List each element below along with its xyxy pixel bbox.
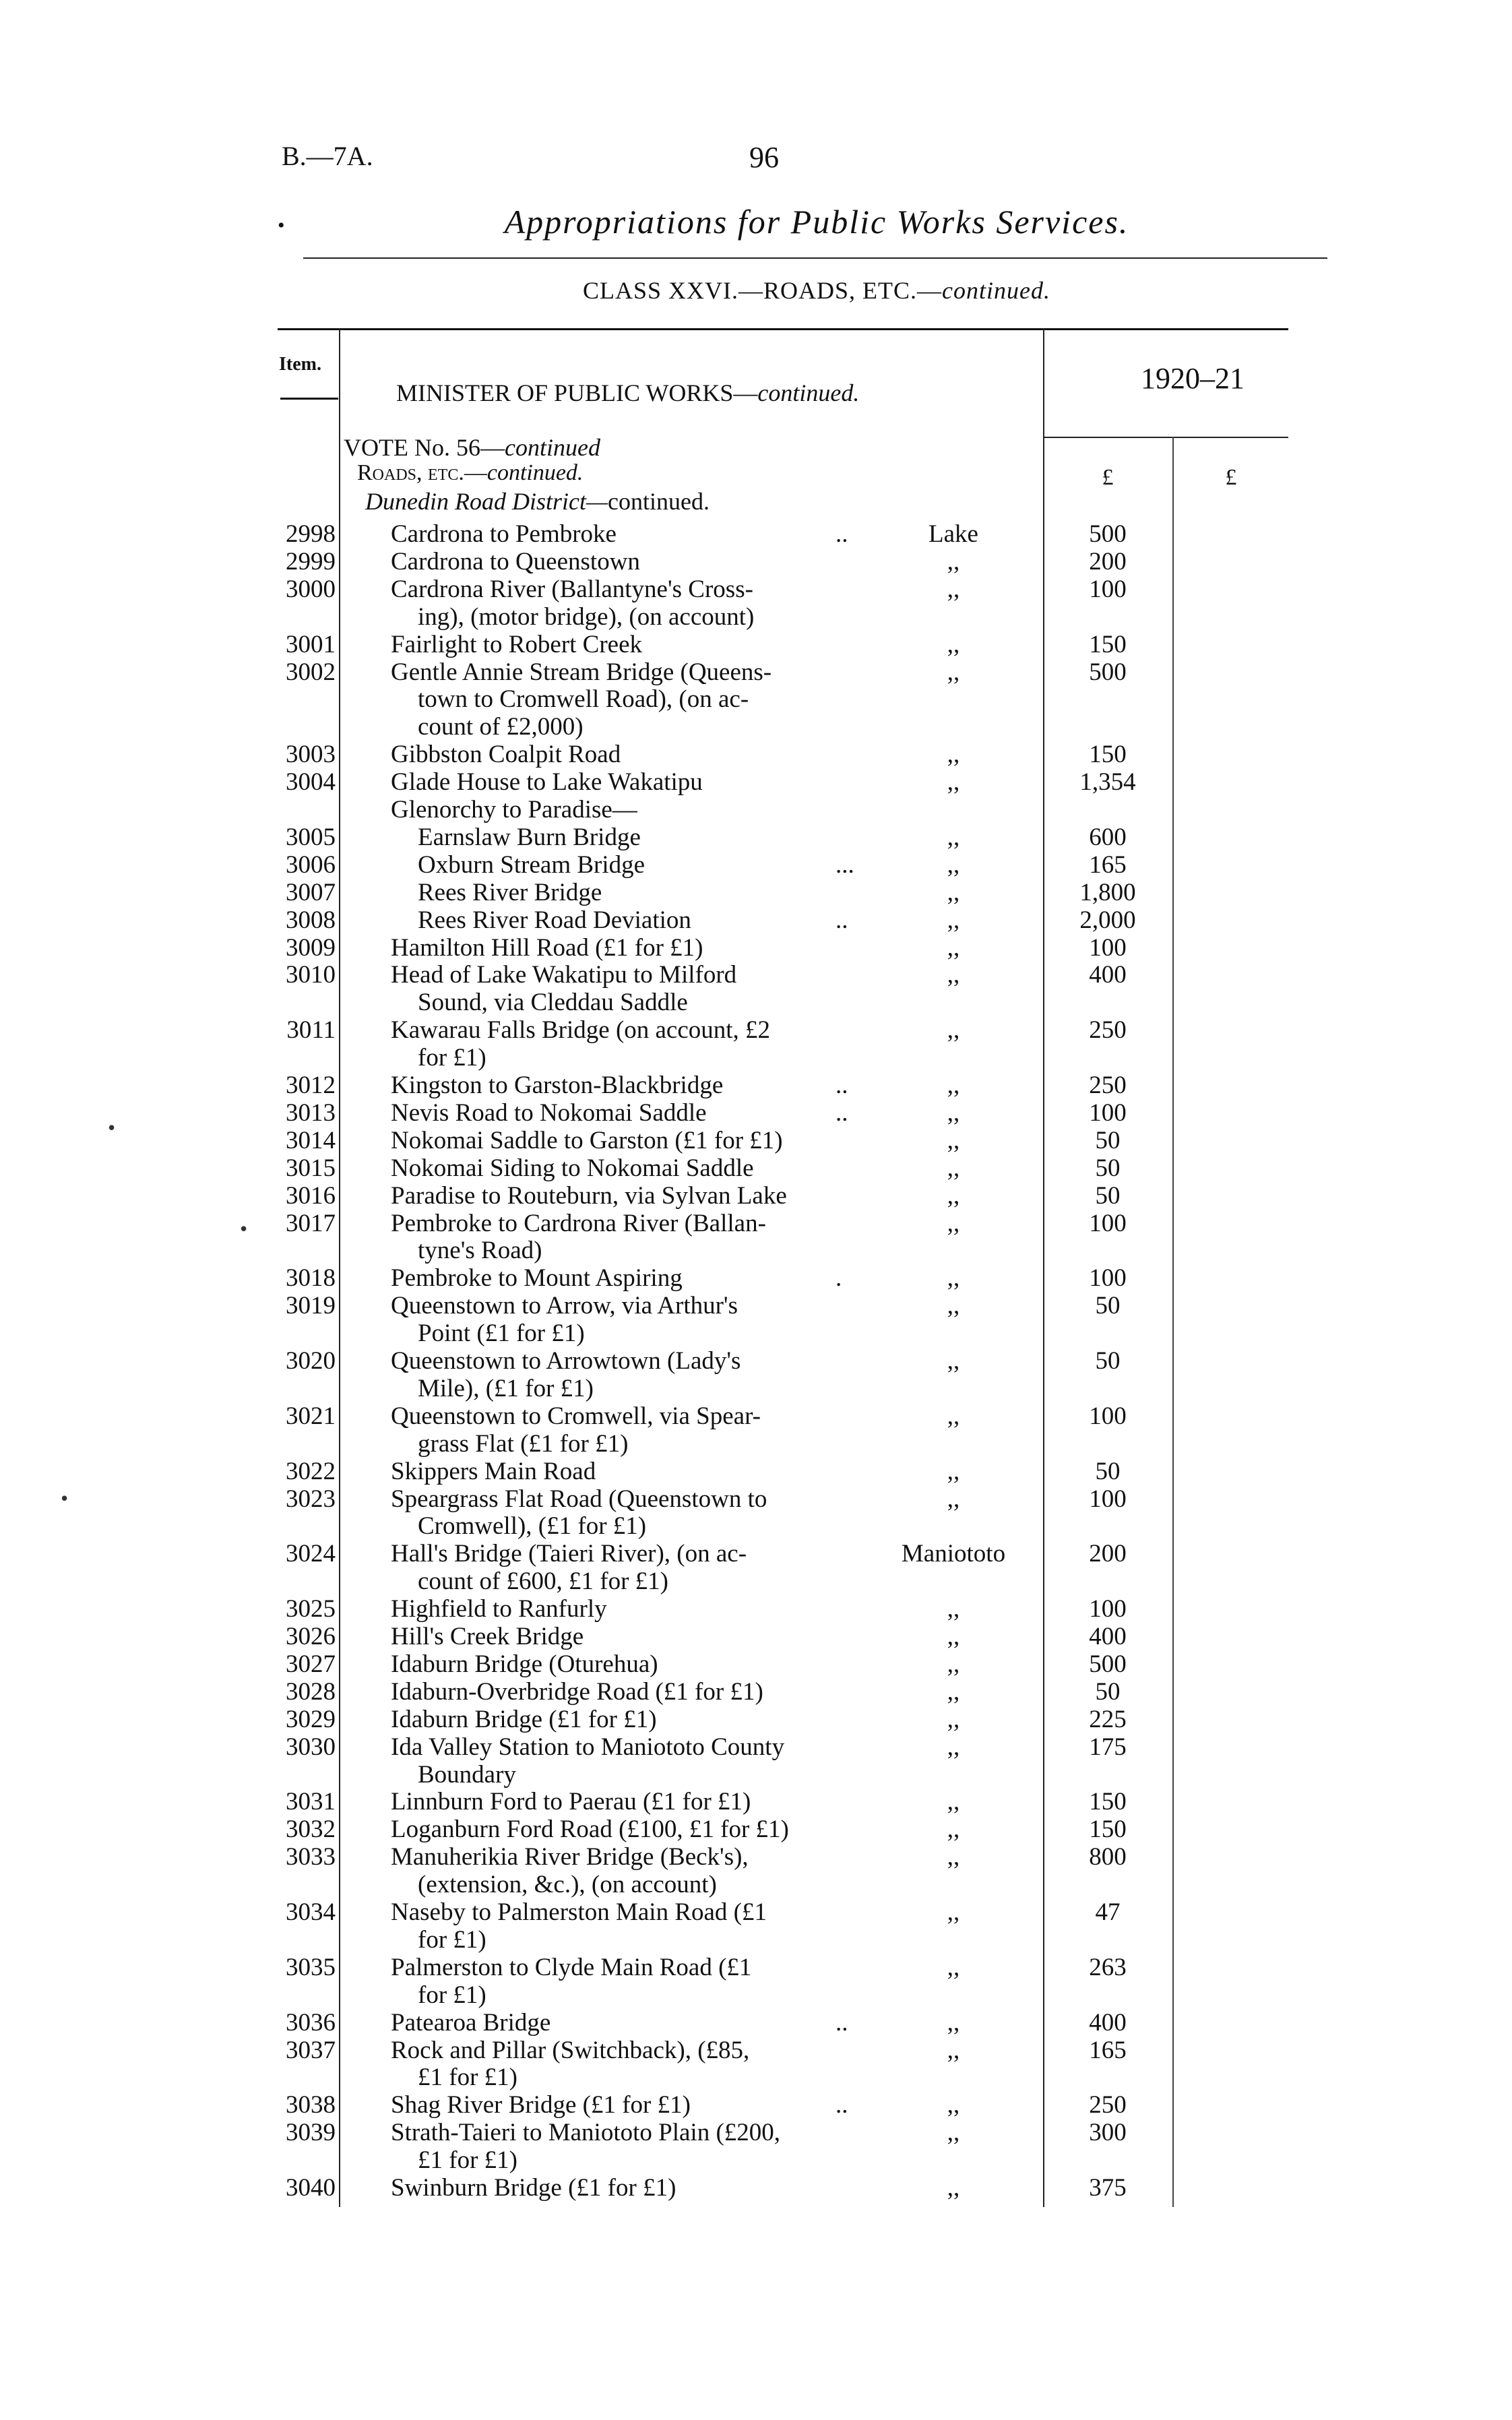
amount-value: 263 xyxy=(1089,1953,1127,1981)
district-name: ,, xyxy=(947,1402,960,1430)
page-title: Appropriations for Public Works Services. xyxy=(504,203,1129,241)
item-description: Fairlight to Robert Creek xyxy=(391,630,643,658)
item-description: Rees River Bridge xyxy=(418,878,602,906)
table-row xyxy=(0,1099,1512,1127)
item-number: 3004 xyxy=(286,768,336,797)
district-name: ,, xyxy=(947,1457,960,1485)
year-column-header: 1920–21 xyxy=(1141,362,1245,395)
table-row xyxy=(0,520,1512,548)
item-number: 3020 xyxy=(286,1347,336,1375)
amount-value: 100 xyxy=(1089,1098,1127,1127)
table-row-continuation xyxy=(0,1871,1512,1898)
table-row xyxy=(0,1706,1512,1733)
district-name: ,, xyxy=(947,1209,960,1237)
margin-dot: • xyxy=(61,1486,69,1510)
item-number: 3019 xyxy=(286,1292,336,1320)
district-name: ,, xyxy=(947,1098,960,1127)
amount-value: 50 xyxy=(1095,1677,1121,1706)
leader-dots: .. xyxy=(836,1098,848,1127)
table-row xyxy=(0,2009,1512,2037)
item-description: Paradise to Routeburn, via Sylvan Lake xyxy=(391,1181,787,1210)
leader-dots: .. xyxy=(836,2091,848,2119)
item-description: Idaburn-Overbridge Road (£1 for £1) xyxy=(391,1677,763,1706)
item-description: Palmerston to Clyde Main Road (£1 xyxy=(391,1953,752,1981)
item-number: 3027 xyxy=(286,1650,336,1678)
vote-heading xyxy=(344,433,600,462)
table-top-rule xyxy=(278,328,1288,330)
item-number: 3039 xyxy=(286,2119,336,2147)
table-row xyxy=(0,1402,1512,1430)
amount-value: 500 xyxy=(1089,1650,1127,1678)
item-description: Idaburn Bridge (Oturehua) xyxy=(391,1650,658,1678)
item-description: for £1) xyxy=(418,1981,486,2009)
table-row-continuation xyxy=(0,2064,1512,2091)
page-number: 96 xyxy=(749,141,779,174)
item-number: 3023 xyxy=(286,1485,336,1513)
amount-value: 225 xyxy=(1089,1705,1127,1733)
district-name: Lake xyxy=(928,520,978,548)
item-number: 3003 xyxy=(286,741,336,769)
district-name: ,, xyxy=(947,2008,960,2037)
margin-dot: • xyxy=(108,1115,116,1140)
table-row xyxy=(0,1733,1512,1761)
district-name: ,, xyxy=(947,547,960,576)
currency-header-2: £ xyxy=(1225,465,1237,490)
class-heading xyxy=(0,276,1512,305)
amount-value: 800 xyxy=(1089,1843,1127,1871)
item-description: Gentle Annie Stream Bridge (Queens- xyxy=(391,658,772,686)
table-row xyxy=(0,1485,1512,1513)
table-row-continuation xyxy=(0,603,1512,631)
item-number: 3012 xyxy=(286,1072,336,1099)
table-row-continuation xyxy=(0,1320,1512,1347)
item-description: count of £2,000) xyxy=(418,713,584,741)
vote-heading-main: VOTE No. 56— xyxy=(344,434,505,461)
item-description: Pembroke to Mount Aspiring xyxy=(391,1264,683,1293)
vote-heading-continued: continued xyxy=(504,434,600,461)
district-heading xyxy=(365,487,710,516)
district-name: ,, xyxy=(947,961,960,989)
table-row xyxy=(0,1458,1512,1485)
amount-value: 150 xyxy=(1089,1816,1127,1844)
table-row xyxy=(0,1788,1512,1816)
table-row xyxy=(0,548,1512,576)
amount-value: 100 xyxy=(1089,933,1127,962)
item-number: 3021 xyxy=(286,1402,336,1430)
table-row-continuation xyxy=(0,2146,1512,2174)
item-description: Naseby to Palmerston Main Road (£1 xyxy=(391,1898,767,1926)
district-name: ,, xyxy=(947,1953,960,1981)
item-number: 3007 xyxy=(286,878,336,906)
item-description: Cardrona River (Ballantyne's Cross- xyxy=(391,575,753,603)
table-row xyxy=(0,1127,1512,1154)
year-header-rule xyxy=(1043,437,1288,438)
table-row xyxy=(0,631,1512,658)
amount-value: 150 xyxy=(1089,1788,1127,1816)
item-description: Speargrass Flat Road (Queenstown to xyxy=(391,1485,767,1513)
table-row xyxy=(0,796,1512,824)
leader-dots: .. xyxy=(836,520,848,548)
class-heading-main: CLASS XXVI.—ROADS, ETC.— xyxy=(582,277,943,304)
item-number: 2999 xyxy=(286,547,336,576)
amount-value: 150 xyxy=(1089,630,1127,658)
table-row xyxy=(0,934,1512,962)
item-description: Hall's Bridge (Taieri River), (on ac- xyxy=(391,1540,747,1568)
district-name: ,, xyxy=(947,878,960,906)
item-description: Nevis Road to Nokomai Saddle xyxy=(391,1098,707,1127)
amount-value: 50 xyxy=(1095,1457,1121,1485)
district-name: ,, xyxy=(947,1843,960,1871)
district-name: ,, xyxy=(947,2036,960,2064)
table-row xyxy=(0,1954,1512,1981)
item-description: Kingston to Garston-Blackbridge xyxy=(391,1072,724,1099)
amount-value: 300 xyxy=(1089,2119,1127,2147)
table-row xyxy=(0,906,1512,934)
item-number: 3024 xyxy=(286,1540,336,1568)
district-name: ,, xyxy=(947,1595,960,1623)
table-row xyxy=(0,1595,1512,1623)
item-description: Earnslaw Burn Bridge xyxy=(418,823,641,851)
item-description: Skippers Main Road xyxy=(391,1457,596,1485)
amount-value: 165 xyxy=(1089,850,1127,879)
amount-value: 175 xyxy=(1089,1733,1127,1761)
amount-value: 250 xyxy=(1089,2091,1127,2119)
item-description: Queenstown to Arrowtown (Lady's xyxy=(391,1347,741,1375)
table-row xyxy=(0,1650,1512,1678)
item-column-header: Item. xyxy=(279,354,321,375)
amount-value: 500 xyxy=(1089,658,1127,686)
document-reference: B.—7A. xyxy=(282,141,373,171)
item-description: Ida Valley Station to Maniototo County xyxy=(391,1733,785,1761)
district-name: ,, xyxy=(947,2119,960,2147)
leader-dots: .. xyxy=(836,2008,848,2037)
item-description: Oxburn Stream Bridge xyxy=(418,850,645,879)
title-rule xyxy=(303,257,1327,259)
table-row xyxy=(0,768,1512,796)
table-row xyxy=(0,2174,1512,2202)
amount-value: 1,354 xyxy=(1079,768,1136,797)
table-row xyxy=(0,824,1512,851)
item-number: 3032 xyxy=(286,1816,336,1844)
item-description: grass Flat (£1 for £1) xyxy=(418,1429,629,1458)
item-description: (extension, &c.), (on account) xyxy=(418,1871,717,1899)
table-row xyxy=(0,851,1512,879)
district-name: ,, xyxy=(947,1898,960,1926)
table-row xyxy=(0,1898,1512,1926)
table-row-continuation xyxy=(0,1044,1512,1072)
class-heading-continued: continued. xyxy=(942,277,1050,304)
district-name: ,, xyxy=(947,1181,960,1210)
amount-value: 100 xyxy=(1089,1209,1127,1237)
item-description: Gibbston Coalpit Road xyxy=(391,741,621,769)
roads-subheading-main: Roads, etc.— xyxy=(357,460,487,485)
table-row xyxy=(0,2119,1512,2146)
item-number: 3038 xyxy=(286,2091,336,2119)
amount-value: 100 xyxy=(1089,1595,1127,1623)
table-row xyxy=(0,1816,1512,1843)
amount-value: 200 xyxy=(1089,547,1127,576)
amount-value: 47 xyxy=(1095,1898,1121,1926)
item-description: Patearoa Bridge xyxy=(391,2008,551,2037)
item-description: Hamilton Hill Road (£1 for £1) xyxy=(391,933,703,962)
margin-dot: • xyxy=(240,1216,248,1241)
item-description: for £1) xyxy=(418,1925,486,1954)
margin-bullet: • xyxy=(278,214,285,237)
item-number: 3002 xyxy=(286,658,336,686)
district-name: ,, xyxy=(947,1347,960,1375)
item-number: 3025 xyxy=(286,1595,336,1623)
amount-value: 400 xyxy=(1089,961,1127,989)
item-number: 2998 xyxy=(286,520,336,548)
item-description: Boundary xyxy=(418,1760,516,1789)
table-row-continuation xyxy=(0,1375,1512,1402)
district-name: Maniototo xyxy=(901,1540,1006,1568)
table-row xyxy=(0,1843,1512,1871)
item-number: 3034 xyxy=(286,1898,336,1926)
table-row xyxy=(0,1210,1512,1237)
table-row xyxy=(0,879,1512,906)
item-number: 3028 xyxy=(286,1677,336,1706)
item-description: Rees River Road Deviation xyxy=(418,906,691,934)
item-number: 3036 xyxy=(286,2008,336,2037)
item-description: Linnburn Ford to Paerau (£1 for £1) xyxy=(391,1788,751,1816)
amount-value: 50 xyxy=(1095,1154,1121,1182)
district-name: ,, xyxy=(947,1072,960,1099)
item-number: 3000 xyxy=(286,575,336,603)
table-row-continuation xyxy=(0,1512,1512,1540)
amount-value: 100 xyxy=(1089,1402,1127,1430)
item-description: Glenorchy to Paradise— xyxy=(391,796,637,824)
amount-value: 1,800 xyxy=(1079,878,1136,906)
amount-value: 500 xyxy=(1089,520,1127,548)
district-name: ,, xyxy=(947,1485,960,1513)
district-name: ,, xyxy=(947,1264,960,1293)
amount-value: 50 xyxy=(1095,1181,1121,1210)
district-name: ,, xyxy=(947,933,960,962)
item-description: Cardrona to Queenstown xyxy=(391,547,640,576)
table-row xyxy=(0,1623,1512,1650)
table-row xyxy=(0,1016,1512,1044)
minister-heading xyxy=(396,379,859,407)
item-description: Hill's Creek Bridge xyxy=(391,1623,584,1650)
item-description: Sound, via Cleddau Saddle xyxy=(418,989,688,1017)
table-row xyxy=(0,2091,1512,2119)
amount-value: 400 xyxy=(1089,2008,1127,2037)
table-row xyxy=(0,2037,1512,2064)
table-row xyxy=(0,1182,1512,1210)
district-name: ,, xyxy=(947,2091,960,2119)
amount-value: 250 xyxy=(1089,1072,1127,1099)
item-number: 3016 xyxy=(286,1181,336,1210)
district-heading-continued: continued. xyxy=(607,488,710,515)
district-name: ,, xyxy=(947,1016,960,1045)
table-row xyxy=(0,961,1512,989)
table-row-continuation xyxy=(0,1981,1512,2009)
item-number: 3030 xyxy=(286,1733,336,1761)
item-number: 3005 xyxy=(286,823,336,851)
item-number: 3033 xyxy=(286,1843,336,1871)
table-row xyxy=(0,1347,1512,1375)
amount-value: 250 xyxy=(1089,1016,1127,1045)
district-name: ,, xyxy=(947,823,960,851)
table-row-continuation xyxy=(0,1926,1512,1954)
item-description: Strath-Taieri to Maniototo Plain (£200, xyxy=(391,2119,781,2147)
item-description: Head of Lake Wakatipu to Milford xyxy=(391,961,737,989)
item-number: 3008 xyxy=(286,906,336,934)
district-heading-main: Dunedin Road District— xyxy=(365,488,608,515)
item-description: ing), (motor bridge), (on account) xyxy=(418,602,755,631)
item-description: Loganburn Ford Road (£100, £1 for £1) xyxy=(391,1816,789,1844)
table-row xyxy=(0,741,1512,768)
item-number: 3040 xyxy=(286,2174,336,2202)
table-row xyxy=(0,576,1512,603)
item-description: Nokomai Siding to Nokomai Saddle xyxy=(391,1154,754,1182)
item-description: Queenstown to Arrow, via Arthur's xyxy=(391,1292,738,1320)
amount-value: 400 xyxy=(1089,1623,1127,1650)
item-description: for £1) xyxy=(418,1044,486,1072)
amount-value: 150 xyxy=(1089,741,1127,769)
district-name: ,, xyxy=(947,850,960,879)
minister-heading-main: MINISTER OF PUBLIC WORKS— xyxy=(396,379,758,406)
amount-value: 375 xyxy=(1089,2174,1127,2202)
item-description: Shag River Bridge (£1 for £1) xyxy=(391,2091,691,2119)
item-number: 3015 xyxy=(286,1154,336,1182)
amount-value: 165 xyxy=(1089,2036,1127,2064)
item-number: 3022 xyxy=(286,1457,336,1485)
item-description: town to Cromwell Road), (on ac- xyxy=(418,685,749,714)
table-row xyxy=(0,1072,1512,1099)
item-description: Cardrona to Pembroke xyxy=(391,520,617,548)
district-name: ,, xyxy=(947,1733,960,1761)
amount-value: 50 xyxy=(1095,1347,1121,1375)
leader-dots: .. xyxy=(836,1072,848,1099)
item-description: Highfield to Ranfurly xyxy=(391,1595,607,1623)
item-description: Idaburn Bridge (£1 for £1) xyxy=(391,1705,657,1733)
table-row xyxy=(0,1292,1512,1320)
item-description: £1 for £1) xyxy=(418,2146,517,2175)
table-row xyxy=(0,658,1512,686)
district-name: ,, xyxy=(947,1623,960,1650)
item-description: Kawarau Falls Bridge (on account, £2 xyxy=(391,1016,771,1045)
district-name: ,, xyxy=(947,1677,960,1706)
item-number: 3013 xyxy=(286,1098,336,1127)
district-name: ,, xyxy=(947,1705,960,1733)
table-row-continuation xyxy=(0,1237,1512,1264)
item-number: 3035 xyxy=(286,1953,336,1981)
district-name: ,, xyxy=(947,1126,960,1154)
item-description: tyne's Road) xyxy=(418,1237,542,1265)
roads-subheading xyxy=(357,460,583,486)
table-row xyxy=(0,1264,1512,1292)
item-number: 3018 xyxy=(286,1264,336,1293)
table-row-continuation xyxy=(0,989,1512,1016)
amount-value: 2,000 xyxy=(1079,906,1136,934)
item-description: Mile), (£1 for £1) xyxy=(418,1374,594,1402)
district-name: ,, xyxy=(947,1788,960,1816)
item-description: Rock and Pillar (Switchback), (£85, xyxy=(391,2036,750,2064)
item-number: 3026 xyxy=(286,1623,336,1650)
item-number: 3010 xyxy=(286,961,336,989)
item-description: £1 for £1) xyxy=(418,2064,517,2092)
table-row-continuation xyxy=(0,1761,1512,1789)
item-description: Pembroke to Cardrona River (Ballan- xyxy=(391,1209,766,1237)
item-description: Swinburn Bridge (£1 for £1) xyxy=(391,2174,676,2202)
amount-value: 600 xyxy=(1089,823,1127,851)
table-row xyxy=(0,1154,1512,1182)
district-name: ,, xyxy=(947,1154,960,1182)
minister-heading-continued: continued. xyxy=(757,379,860,406)
amount-value: 100 xyxy=(1089,575,1127,603)
item-description: Point (£1 for £1) xyxy=(418,1320,585,1348)
table-row-continuation xyxy=(0,685,1512,713)
amount-value: 50 xyxy=(1095,1292,1121,1320)
item-description: Manuherikia River Bridge (Beck's), xyxy=(391,1843,749,1871)
item-number: 3009 xyxy=(286,933,336,962)
item-description: count of £600, £1 for £1) xyxy=(418,1568,668,1596)
item-description: Queenstown to Cromwell, via Spear- xyxy=(391,1402,761,1430)
amount-value: 100 xyxy=(1089,1264,1127,1293)
table-row xyxy=(0,1540,1512,1568)
item-description: Glade House to Lake Wakatipu xyxy=(391,768,703,797)
table-row xyxy=(0,1678,1512,1706)
item-number: 3011 xyxy=(286,1016,336,1045)
district-name: ,, xyxy=(947,2174,960,2202)
item-number: 3006 xyxy=(286,850,336,879)
leader-dots: . xyxy=(836,1264,842,1293)
district-name: ,, xyxy=(947,630,960,658)
district-name: ,, xyxy=(947,1816,960,1844)
item-number: 3001 xyxy=(286,630,336,658)
item-description: Cromwell), (£1 for £1) xyxy=(418,1512,647,1541)
leader-dots: .. xyxy=(836,906,848,934)
table-row-continuation xyxy=(0,1568,1512,1595)
amount-value: 200 xyxy=(1089,1540,1127,1568)
item-number: 3017 xyxy=(286,1209,336,1237)
roads-subheading-continued: continued. xyxy=(486,460,584,485)
leader-dots: ... xyxy=(836,850,854,879)
item-number: 3031 xyxy=(286,1788,336,1816)
district-name: ,, xyxy=(947,741,960,769)
currency-header-1: £ xyxy=(1102,465,1114,490)
district-name: ,, xyxy=(947,575,960,603)
amount-value: 100 xyxy=(1089,1485,1127,1513)
item-number: 3014 xyxy=(286,1126,336,1154)
district-name: ,, xyxy=(947,1292,960,1320)
item-header-rule xyxy=(280,398,338,400)
district-name: ,, xyxy=(947,906,960,934)
district-name: ,, xyxy=(947,658,960,686)
item-number: 3029 xyxy=(286,1705,336,1733)
item-description: Nokomai Saddle to Garston (£1 for £1) xyxy=(391,1126,783,1154)
amount-value: 50 xyxy=(1095,1126,1121,1154)
table-row-continuation xyxy=(0,713,1512,741)
district-name: ,, xyxy=(947,768,960,797)
district-name: ,, xyxy=(947,1650,960,1678)
table-row-continuation xyxy=(0,1430,1512,1458)
item-number: 3037 xyxy=(286,2036,336,2064)
